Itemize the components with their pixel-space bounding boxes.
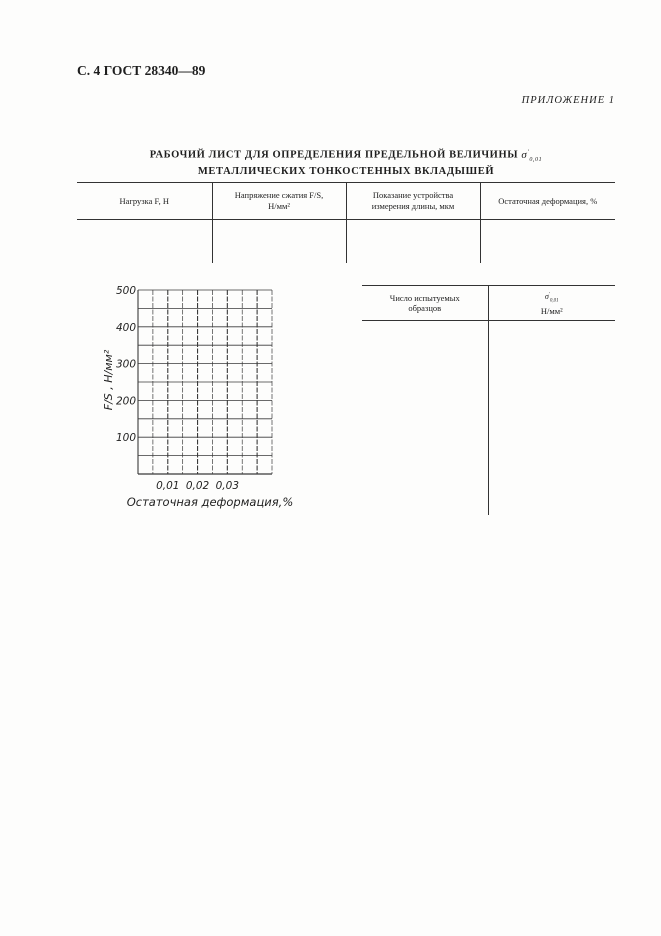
chart-y-label: F/S , Н/мм² xyxy=(102,349,115,411)
x-tick-label: 0,03 xyxy=(215,480,240,492)
measurement-table-header xyxy=(77,183,615,220)
y-tick-labels xyxy=(116,285,136,444)
document-title xyxy=(77,146,615,178)
cell-stress[interactable] xyxy=(212,220,346,264)
y-tick-label: 500 xyxy=(115,285,136,297)
col-sample-line2: образцов xyxy=(408,303,442,313)
stress-deformation-chart xyxy=(100,280,300,512)
chart-x-label: Остаточная деформация,% xyxy=(126,495,294,509)
cell-load[interactable] xyxy=(77,220,212,264)
measurement-table-row xyxy=(77,220,615,264)
title-line-1-text: РАБОЧИЙ ЛИСТ ДЛЯ ОПРЕДЕЛЕНИЯ ПРЕДЕЛЬНОЙ ВЕЛИЧИНЫ xyxy=(149,149,519,161)
appendix-label: ПРИЛОЖЕНИЕ 1 xyxy=(521,95,615,106)
results-table xyxy=(362,285,615,515)
col-limit-value xyxy=(488,286,615,321)
col-limit-sigma-letter: σ xyxy=(544,291,549,301)
col-limit-sigma-prime: ′ xyxy=(548,291,550,297)
chart-grid xyxy=(138,290,272,474)
col-sample-line1: Число испытуемых xyxy=(389,293,460,303)
sigma-prime: ′ xyxy=(527,149,530,155)
col-limit-unit: Н/мм² xyxy=(540,306,563,317)
col-limit-sigma xyxy=(544,291,559,304)
x-tick-labels xyxy=(156,480,239,492)
cell-gauge-reading[interactable] xyxy=(346,220,480,264)
col-sample-count xyxy=(362,286,488,321)
x-tick-label: 0,01 xyxy=(156,480,180,492)
x-tick-label: 0,02 xyxy=(185,480,210,492)
cell-limit-value[interactable] xyxy=(488,321,615,516)
measurement-table xyxy=(77,182,615,263)
col-stress-line1: Напряжение сжатия F/S, xyxy=(234,190,324,200)
y-tick-label: 200 xyxy=(115,395,136,408)
col-stress-line2: Н/мм² xyxy=(268,201,290,211)
col-gauge-line1: Показание устройства xyxy=(372,190,454,200)
sigma-letter: σ xyxy=(521,148,528,161)
cell-sample-count[interactable] xyxy=(362,321,488,516)
sigma-symbol xyxy=(521,149,542,161)
cell-residual-deformation[interactable] xyxy=(480,220,615,264)
page-header: С. 4 ГОСТ 28340—89 xyxy=(77,63,206,78)
y-tick-label: 100 xyxy=(115,432,136,445)
col-limit-sigma-sub: 0,01 xyxy=(549,298,559,304)
col-load: Нагрузка F, Н xyxy=(77,183,212,220)
y-tick-label: 400 xyxy=(115,321,136,334)
y-tick-label: 300 xyxy=(115,358,136,371)
col-stress xyxy=(212,183,346,220)
title-line-1 xyxy=(77,146,615,166)
results-table-row xyxy=(362,321,615,516)
col-residual-deformation: Остаточная деформация, % xyxy=(480,183,615,220)
title-line-2: МЕТАЛЛИЧЕСКИХ ТОНКОСТЕННЫХ ВКЛАДЫШЕЙ xyxy=(197,165,495,177)
col-gauge-line2: измерения длины, мкм xyxy=(371,201,455,211)
results-table-header xyxy=(362,286,615,321)
col-gauge-reading xyxy=(346,183,480,220)
sigma-subscript: 0,01 xyxy=(529,156,543,163)
